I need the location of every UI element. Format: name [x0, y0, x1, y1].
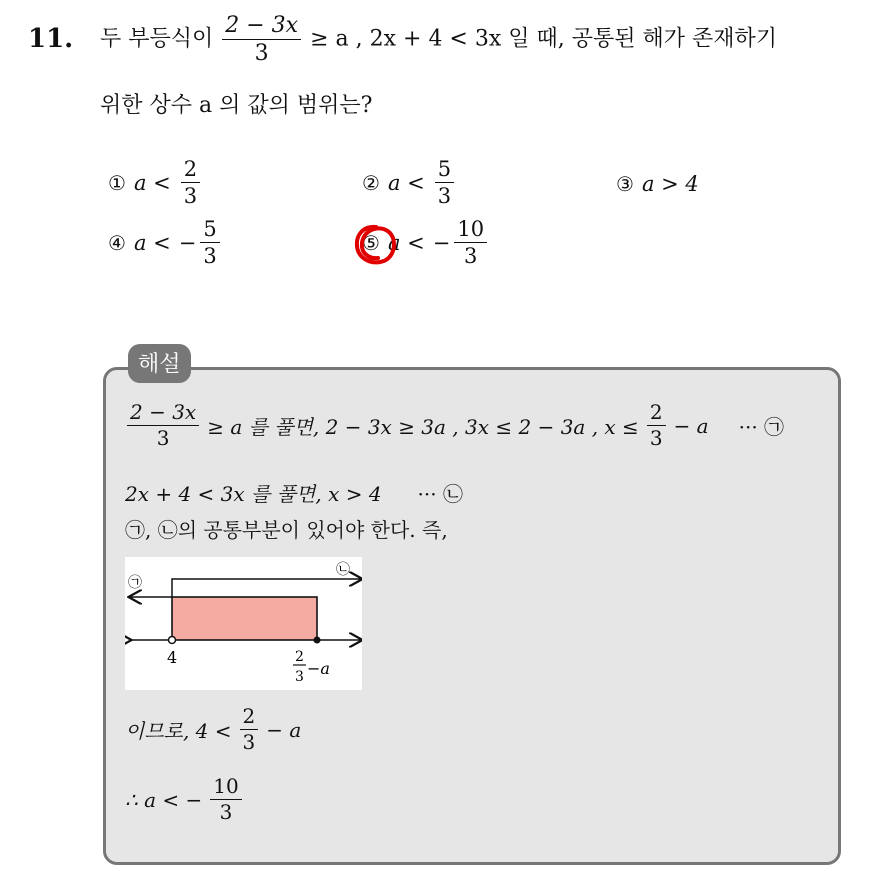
choice-expr: a <	[387, 230, 425, 255]
exp-text: 이므로, 4 <	[125, 719, 232, 743]
choice-fraction	[200, 218, 219, 267]
number-line-figure	[125, 557, 362, 690]
tick-label-rest: −a	[307, 659, 330, 678]
frac-den: 3	[242, 730, 256, 754]
explanation-line-1	[125, 402, 784, 449]
frac-den: 3	[649, 426, 663, 450]
choice-mark: ⑤	[362, 230, 380, 255]
choice-mark: ④	[108, 230, 126, 255]
figure-label-b: ㉡	[336, 562, 350, 578]
explanation-line-5	[125, 776, 244, 823]
exp-mark: ··· ㉡	[417, 482, 463, 506]
choice-fraction	[454, 218, 487, 267]
exp-mark: ··· ㉠	[738, 415, 785, 439]
figure-label-a: ㉠	[128, 575, 142, 591]
frac-num: 5	[435, 158, 454, 183]
frac-num: 10	[454, 218, 487, 243]
frac-num: 2 − 3x	[127, 402, 199, 426]
choice-3[interactable]	[616, 172, 699, 196]
frac-den: 3	[219, 800, 233, 824]
exp-text: ∴ a < −	[125, 787, 203, 812]
frac-num: 2	[647, 402, 666, 426]
choice-expr: a <	[133, 230, 171, 255]
overlap-region	[172, 597, 317, 640]
choice-mark: ②	[362, 170, 380, 195]
frac-den: 3	[437, 184, 452, 209]
choice-mark: ③	[616, 172, 634, 196]
question-stem-line2: 위한 상수 a 의 값의 범위는?	[100, 93, 373, 118]
exp-fraction	[647, 402, 666, 449]
choice-2[interactable]	[362, 158, 456, 207]
stem-frac-num: 2 − 3x	[222, 14, 301, 40]
open-point	[169, 637, 176, 644]
exp-fraction	[210, 776, 241, 823]
answer-circle-mark	[352, 222, 400, 268]
frac-num: 2	[240, 706, 259, 730]
frac-den: 3	[156, 426, 170, 450]
tick-frac-den: 3	[295, 669, 304, 685]
choice-4[interactable]	[108, 218, 222, 267]
frac-den: 3	[203, 244, 217, 269]
explanation-line-4	[125, 706, 301, 753]
choice-expr: a <	[387, 170, 425, 195]
choice-fraction	[435, 158, 454, 207]
exp-text: 2x + 4 < 3x 를 풀면, x > 4	[125, 482, 382, 506]
exp-text: ≥ a 를 풀면, 2 − 3x ≥ 3a , 3x ≤ 2 − 3a , x ≤	[207, 415, 639, 439]
frac-num: 10	[210, 776, 241, 800]
question-stem-line1	[100, 14, 777, 65]
choice-neg: −	[178, 230, 197, 255]
exp-text: − a	[266, 717, 302, 742]
question-number: 11.	[28, 24, 74, 54]
choice-neg: −	[432, 230, 451, 255]
choice-1[interactable]	[108, 158, 202, 207]
frac-den: 3	[464, 244, 478, 269]
number-line-svg	[125, 557, 362, 690]
explanation-tag: 해설	[128, 344, 191, 383]
stem-mid: ≥ a , 2x + 4 < 3x 일 때, 공통된 해가 존재하기	[310, 26, 777, 52]
exp-fraction	[127, 402, 199, 449]
frac-num: 5	[200, 218, 219, 243]
stem-frac-den: 3	[254, 41, 269, 67]
closed-point	[314, 637, 321, 644]
frac-den: 3	[183, 184, 198, 209]
tick-label-4: 4	[167, 648, 178, 667]
exp-fraction	[240, 706, 259, 753]
choice-expr: a <	[133, 170, 171, 195]
stem-prefix: 두 부등식이	[100, 26, 214, 52]
explanation-line-2	[125, 478, 463, 507]
choice-expr: a > 4	[641, 172, 699, 196]
frac-num: 2	[181, 158, 200, 183]
choice-fraction	[181, 158, 200, 207]
choice-mark: ①	[108, 170, 126, 195]
exp-text: − a	[673, 413, 709, 438]
stem-fraction	[222, 14, 301, 65]
tick-frac-num: 2	[295, 649, 304, 665]
explanation-line-3: ㉠, ㉡의 공통부분이 있어야 한다. 즉,	[125, 518, 448, 542]
